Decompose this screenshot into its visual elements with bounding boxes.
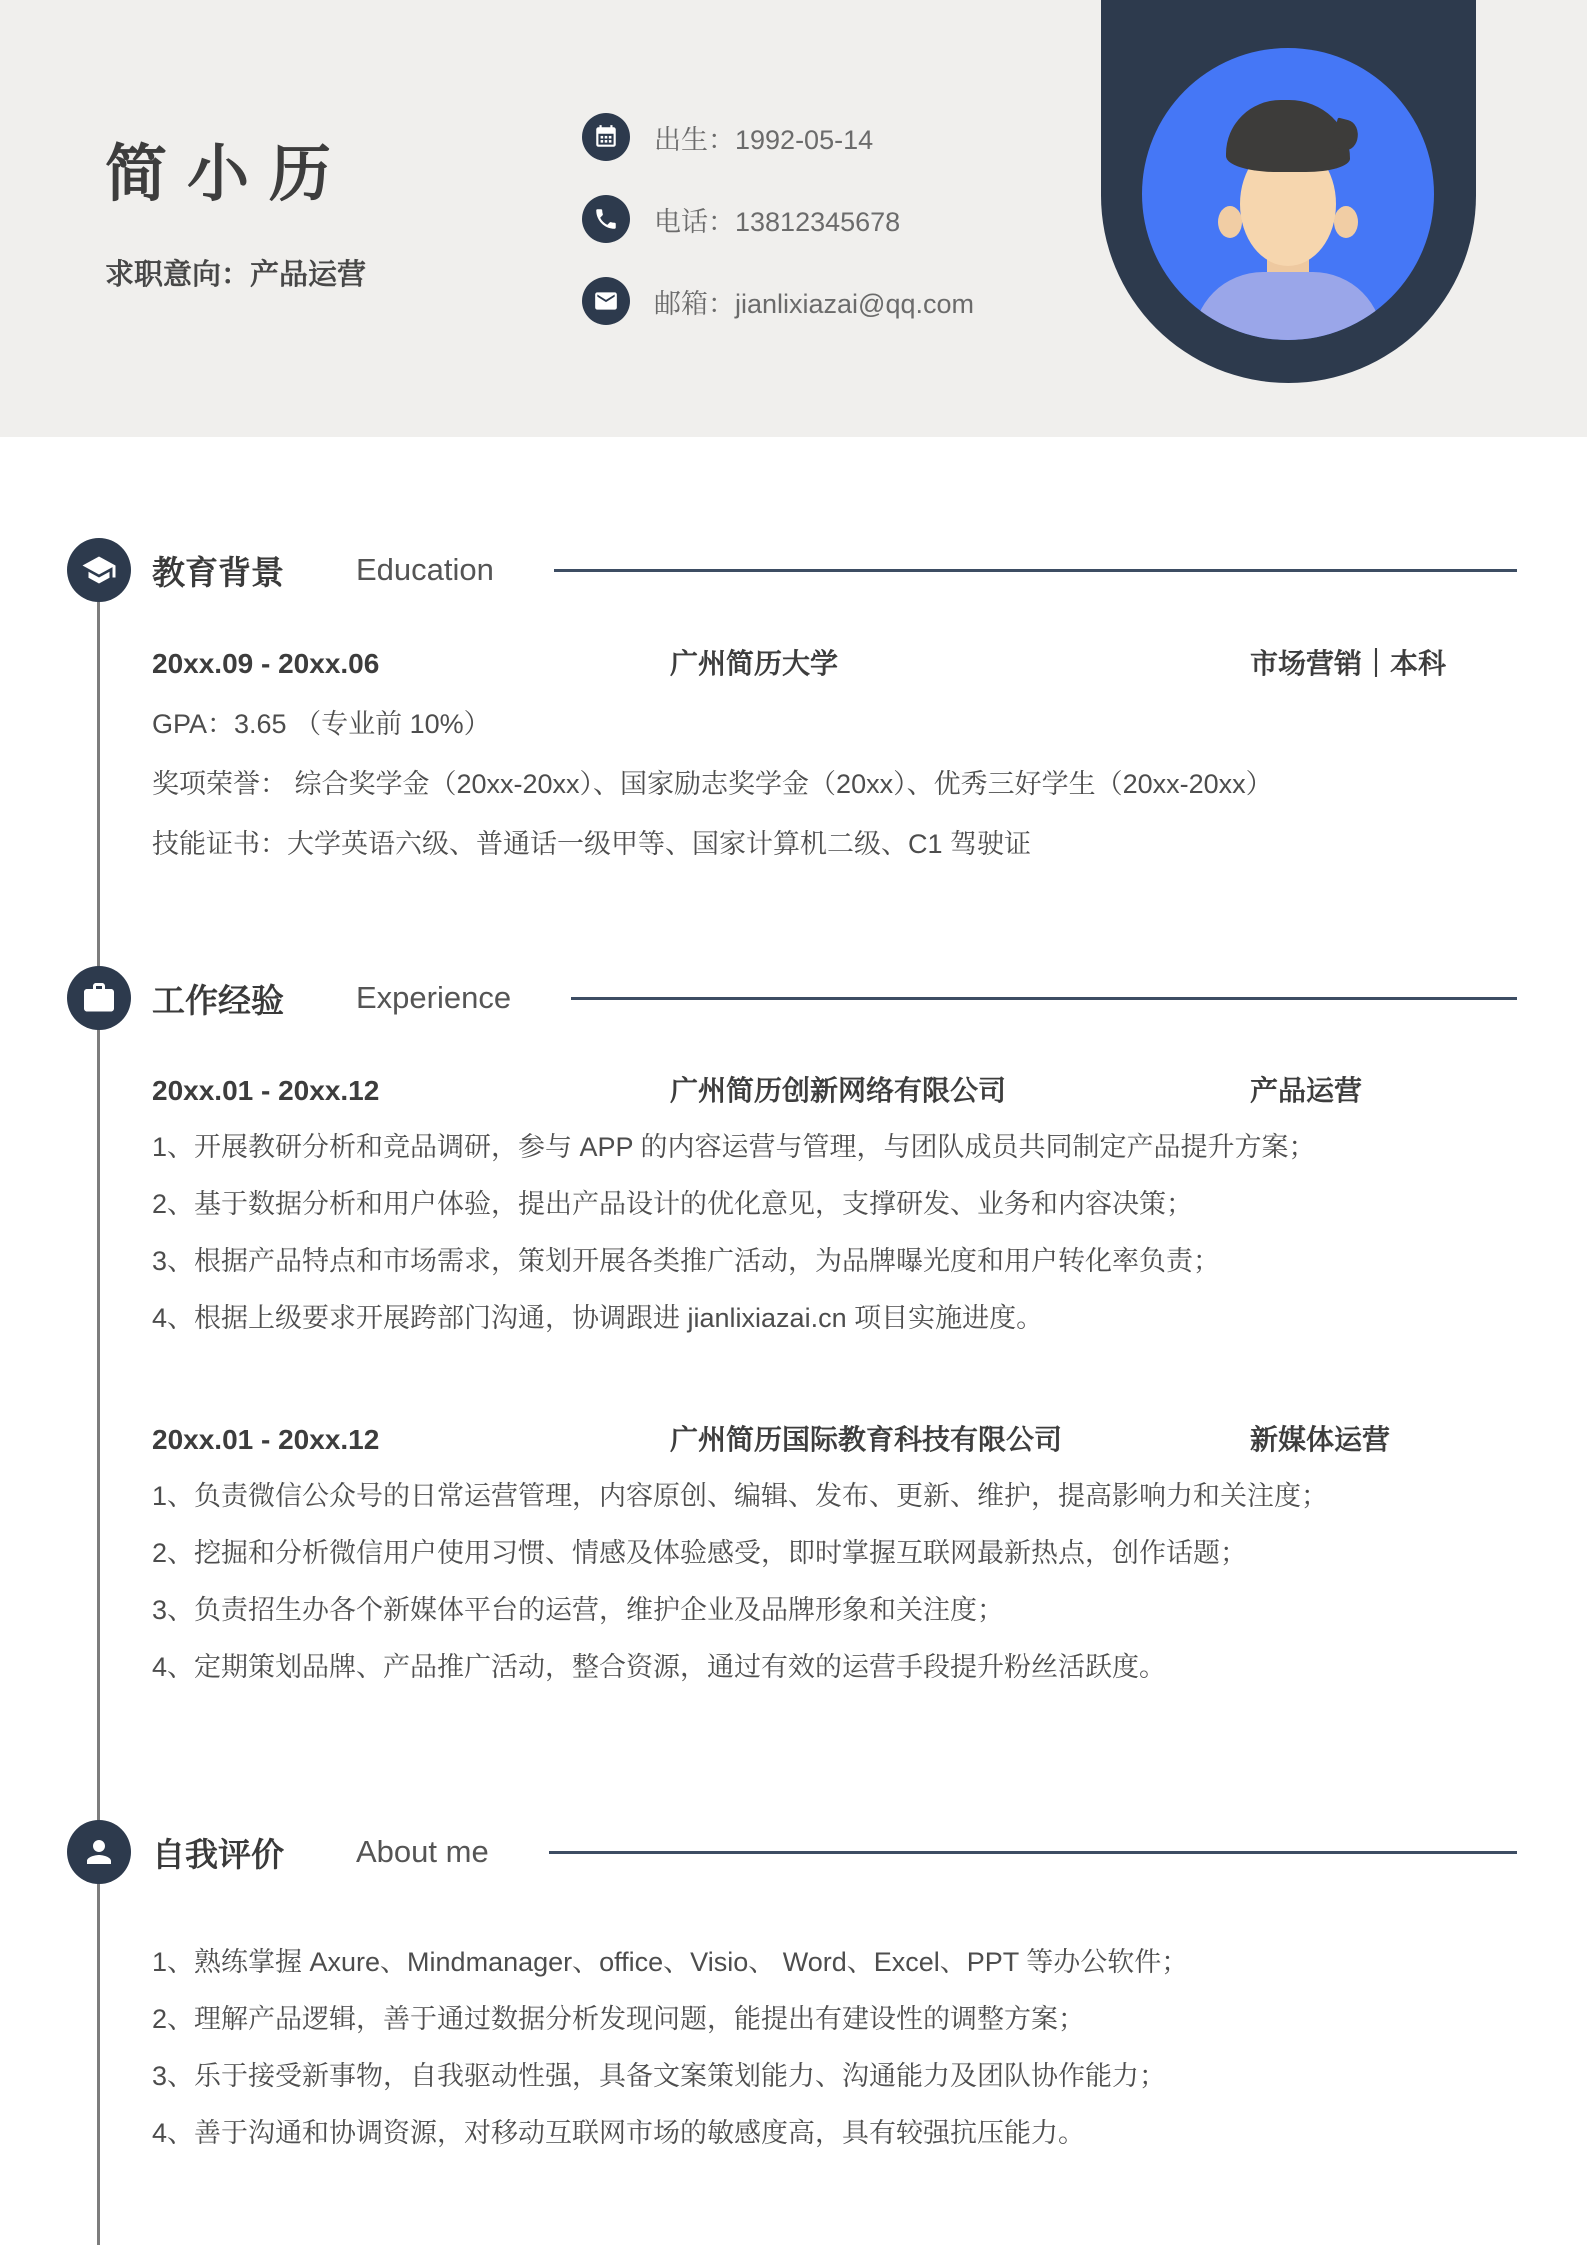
avatar-badge [1101,0,1476,383]
section-experience-header [67,966,1517,1030]
job-bullet: 1、负责微信公众号的日常运营管理，内容原创、编辑、发布、更新、维护，提高影响力和关注度； [152,1481,1329,1511]
person-icon [67,1820,131,1884]
section-rule [571,997,1517,1000]
job-entry [152,1062,1517,1347]
avatar-ear-right [1334,206,1358,238]
education-summary-row [152,634,1517,694]
briefcase-icon [67,966,131,1030]
job-objective: 求职意向：产品运营 [105,259,367,291]
job-date: 20xx.01 - 20xx.12 [152,1424,380,1455]
about-bullet: 1、熟练掌握 Axure、Mindmanager、office、Visio、 Word、Excel、PPT 等办公软件； [152,1947,1189,1977]
section-about [67,1820,1517,2162]
section-title-en: About me [356,1834,489,1869]
job-bullet: 2、基于数据分析和用户体验，提出产品设计的优化意见，支撑研发、业务和内容决策； [152,1189,1194,1219]
education-date: 20xx.09 - 20xx.06 [152,648,380,679]
job-role: 新媒体运营 [1250,1424,1391,1455]
job-bullet: 3、负责招生办各个新媒体平台的运营，维护企业及品牌形象和关注度； [152,1595,1005,1625]
job-summary-row [152,1062,1517,1119]
email-icon [582,277,630,325]
contact-phone-label: 电话： [654,206,735,237]
avatar-hair [1226,100,1350,172]
job-date: 20xx.01 - 20xx.12 [152,1075,380,1106]
avatar-shirt [1193,272,1383,340]
about-bullet: 3、乐于接受新事物，自我驱动性强，具备文案策划能力、沟通能力及团队协作能力； [152,2061,1167,2091]
section-title-en: Experience [356,980,512,1015]
education-school: 广州简历大学 [670,648,839,679]
contact-list [582,113,974,325]
section-about-header [67,1820,1517,1884]
section-experience [67,966,1517,1696]
about-bullet: 2、理解产品逻辑，善于通过数据分析发现问题，能提出有建设性的调整方案； [152,2004,1086,2034]
contact-email-label: 邮箱： [654,288,735,319]
contact-phone-value: 13812345678 [735,206,901,237]
contact-birth-label: 出生： [654,124,735,155]
section-title-zh: 工作经验 [152,981,284,1019]
education-awards-line: 奖项荣誉： 综合奖学金（20xx-20xx）、国家励志奖学金（20xx）、优秀三好学生（20xx-20xx） [152,769,1273,799]
contact-row-email [582,277,974,325]
avatar [1142,48,1434,340]
avatar-ear-left [1218,206,1242,238]
section-title-zh: 教育背景 [152,553,284,591]
job-summary-row [152,1411,1517,1468]
section-rule [554,569,1517,572]
contact-row-birth [582,113,974,161]
section-rule [549,1851,1517,1854]
job-bullet: 1、开展教研分析和竞品调研，参与 APP 的内容运营与管理，与团队成员共同制定产品提升方案； [152,1132,1316,1162]
contact-birth-value: 1992-05-14 [735,124,874,155]
contact-row-phone [582,195,974,243]
job-company: 广州简历国际教育科技有限公司 [670,1424,1063,1455]
about-body [152,1934,1517,2162]
candidate-name: 简小历 [105,140,352,209]
job-bullet: 4、定期策划品牌、产品推广活动，整合资源，通过有效的运营手段提升粉丝活跃度。 [152,1652,1167,1682]
graduation-cap-icon [67,538,131,602]
contact-email-text [654,282,974,321]
about-bullet: 4、善于沟通和协调资源，对移动互联网市场的敏感度高，具有较强抗压能力。 [152,2118,1086,2148]
education-major: 市场营销｜本科 [1250,648,1447,679]
job-company: 广州简历创新网络有限公司 [670,1075,1007,1106]
experience-body [152,1062,1517,1696]
section-education [67,538,1517,874]
contact-email-value: jianlixiazai@qq.com [735,288,975,319]
education-body [152,634,1517,874]
phone-icon [582,195,630,243]
resume-header [0,0,1587,437]
job-role: 产品运营 [1250,1075,1363,1106]
section-title-zh: 自我评价 [152,1835,284,1873]
job-entry [152,1411,1517,1696]
job-bullet: 4、根据上级要求开展跨部门沟通，协调跟进 jianlixiazai.cn 项目实施进度。 [152,1303,1044,1333]
section-education-header [67,538,1517,602]
education-gpa-line: GPA：3.65 （专业前 10%） [152,709,491,739]
job-bullet: 2、挖掘和分析微信用户使用习惯、情感及体验感受，即时掌握互联网最新热点，创作话题； [152,1538,1248,1568]
contact-phone-text [654,200,900,239]
contact-birth-text [654,118,873,157]
education-certs-line: 技能证书：大学英语六级、普通话一级甲等、国家计算机二级、C1 驾驶证 [152,829,1032,859]
job-bullet: 3、根据产品特点和市场需求，策划开展各类推广活动，为品牌曝光度和用户转化率负责； [152,1246,1221,1276]
section-title-en: Education [356,552,494,587]
calendar-icon [582,113,630,161]
